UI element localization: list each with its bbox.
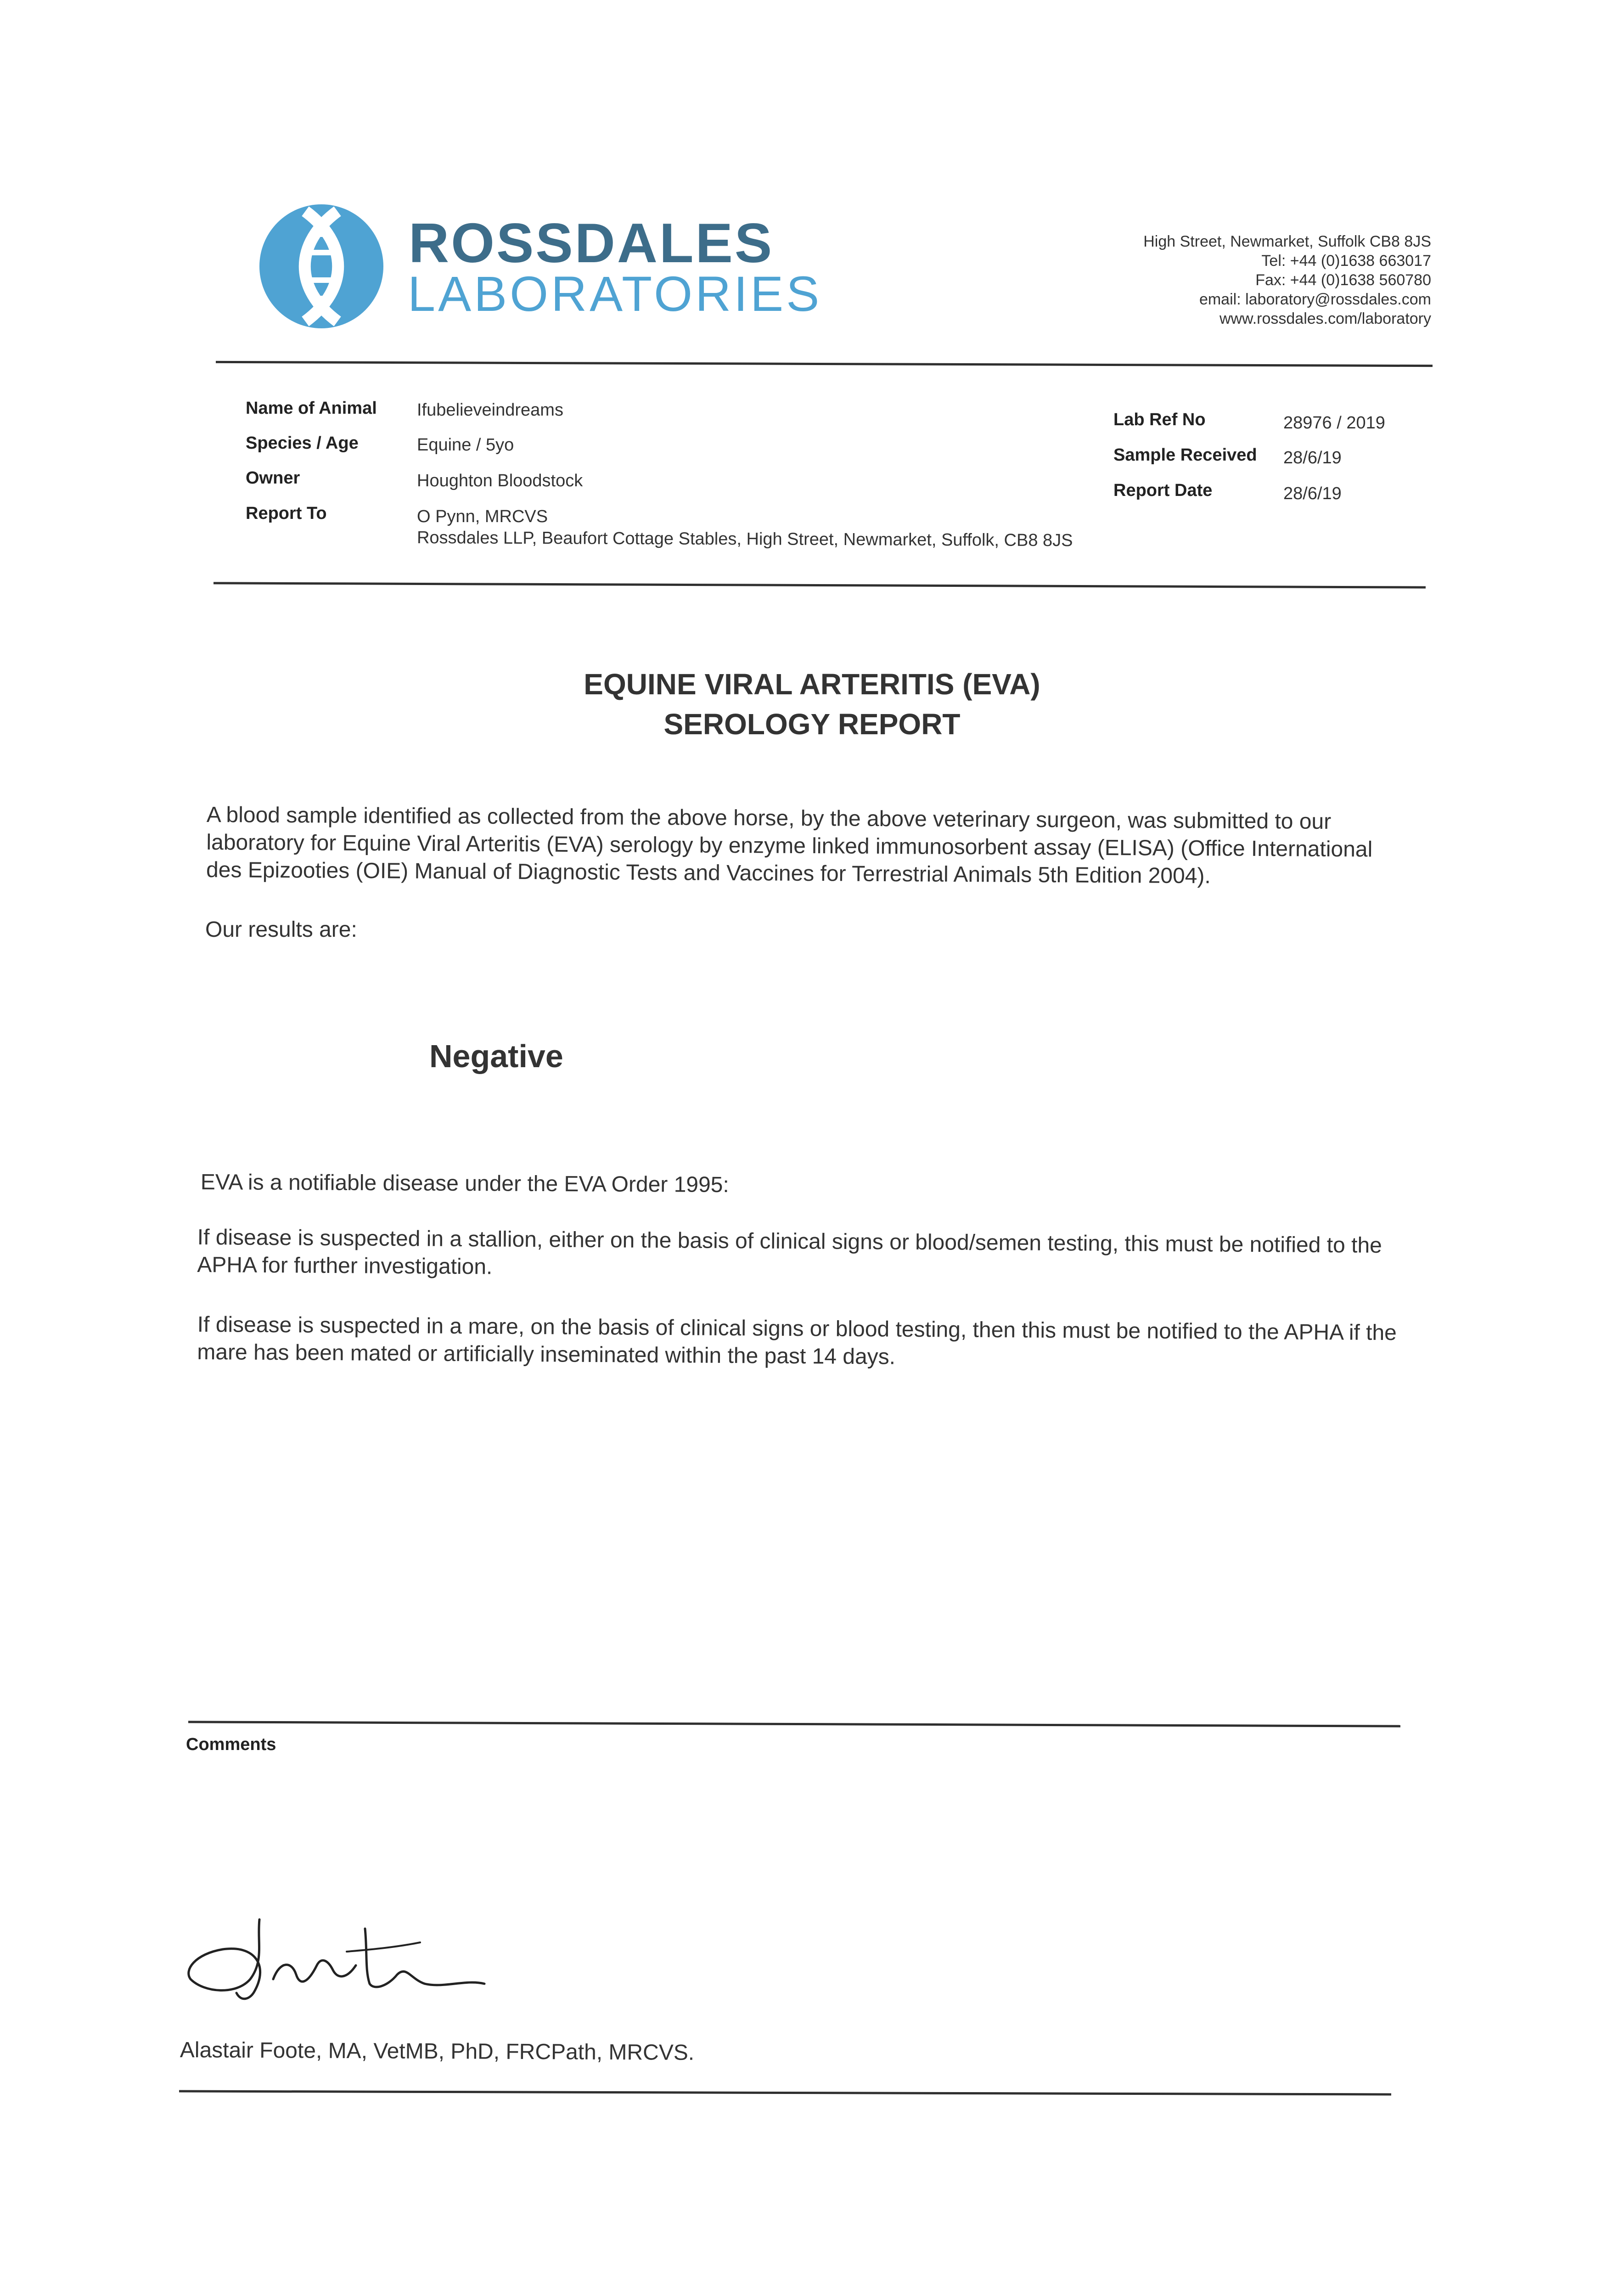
lab-ref-label: Lab Ref No bbox=[1113, 410, 1206, 429]
sample-received-value: 28/6/19 bbox=[1283, 448, 1342, 467]
signatory-name: Alastair Foote, MA, VetMB, PhD, FRCPath, MRCVS. bbox=[180, 2038, 695, 2065]
lab-name-line1: ROSSDALES bbox=[409, 212, 774, 274]
mare-note: If disease is suspected in a mare, on the basis of clinical signs or blood testing, then this must be notified to the APHA if the mare has been mated or artificially inseminated within the past 14 days. bbox=[197, 1312, 1397, 1369]
lab-name-line2: LABORATORIES bbox=[408, 266, 822, 321]
footer-divider bbox=[179, 2090, 1391, 2096]
animal-name-value: Ifubelieveindreams bbox=[417, 400, 563, 420]
intro-paragraph: A blood sample identified as collected from the above horse, by the above veterinary surgeon, was submitted to our laboratory for Equine Viral Arteritis (EVA) serology by enzyme linked immunosorbent assay (ELISA) (Office International des Epizooties (OIE) Manual of Diagnostic Tests and Vaccines for Terrestrial Animals 5th Edition 2004). bbox=[206, 803, 1373, 889]
comments-label: Comments bbox=[186, 1735, 276, 1754]
sample-received-label: Sample Received bbox=[1113, 445, 1257, 465]
lab-tel: Tel: +44 (0)1638 663017 bbox=[1261, 252, 1431, 270]
lab-website[interactable]: www.rossdales.com/laboratory bbox=[1219, 310, 1431, 327]
lab-email[interactable]: email: laboratory@rossdales.com bbox=[1199, 291, 1431, 308]
report-to-label: Report To bbox=[246, 504, 327, 523]
lab-ref-value: 28976 / 2019 bbox=[1283, 413, 1385, 433]
details-divider bbox=[214, 582, 1426, 588]
owner-label: Owner bbox=[246, 468, 300, 488]
notifiable-statement: EVA is a notifiable disease under the EVA Order 1995: bbox=[200, 1170, 729, 1198]
report-date-label: Report Date bbox=[1113, 481, 1213, 500]
report-date-value: 28/6/19 bbox=[1283, 484, 1342, 503]
stallion-note: If disease is suspected in a stallion, either on the basis of clinical signs or blood/semen testing, this must be notified to the APHA for further investigation. bbox=[197, 1225, 1382, 1279]
dna-logo-icon bbox=[257, 202, 386, 331]
result-value: Negative bbox=[429, 1038, 563, 1074]
report-to-value: O Pynn, MRCVS bbox=[417, 507, 548, 526]
comments-divider bbox=[188, 1721, 1400, 1727]
header-divider bbox=[216, 361, 1433, 367]
species-age-value: Equine / 5yo bbox=[417, 435, 514, 455]
species-age-label: Species / Age bbox=[246, 433, 359, 453]
animal-name-label: Name of Animal bbox=[246, 399, 377, 418]
owner-value: Houghton Bloodstock bbox=[417, 471, 583, 490]
lab-contact-block bbox=[1143, 232, 1431, 328]
results-lead-text: Our results are: bbox=[205, 917, 357, 942]
report-title-line2: SEROLOGY REPORT bbox=[663, 708, 961, 741]
report-to-address: Rossdales LLP, Beaufort Cottage Stables, High Street, Newmarket, Suffolk, CB8 8JS bbox=[416, 528, 1073, 551]
lab-address: High Street, Newmarket, Suffolk CB8 8JS bbox=[1143, 233, 1431, 250]
signature-image bbox=[181, 1910, 512, 2016]
report-title-line1: EQUINE VIRAL ARTERITIS (EVA) bbox=[584, 668, 1040, 701]
lab-fax: Fax: +44 (0)1638 560780 bbox=[1255, 271, 1431, 289]
